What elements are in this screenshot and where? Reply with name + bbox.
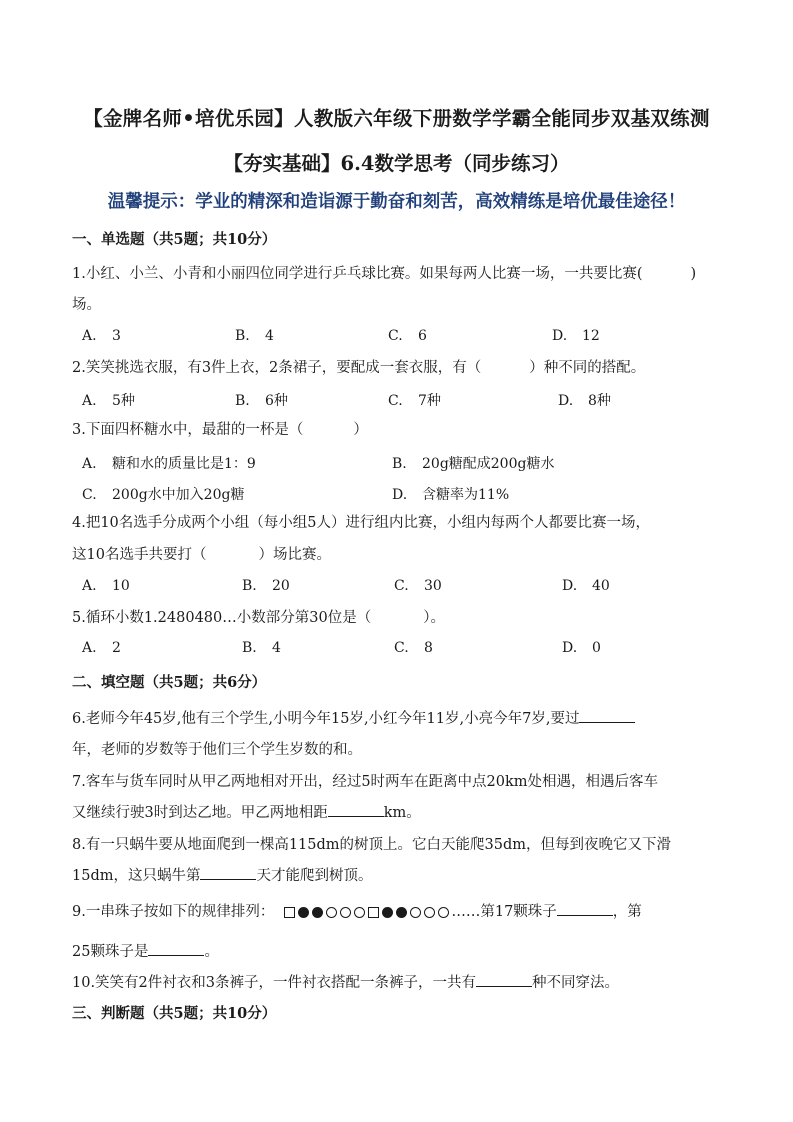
question-text: 又继续行驶3时到达乙地。甲乙两地相距	[72, 805, 328, 821]
option-letter: B.	[242, 640, 257, 656]
option-letter: A.	[82, 328, 97, 344]
answer-blank[interactable]	[148, 941, 204, 956]
option-letter: C.	[388, 393, 403, 409]
answer-blank[interactable]	[476, 972, 532, 987]
question-3	[72, 415, 724, 445]
option-letter: C.	[394, 578, 409, 594]
options-q4	[82, 578, 722, 602]
option-text: 2	[112, 640, 121, 656]
question-6	[72, 704, 724, 734]
question-1	[72, 259, 724, 289]
question-text: 3.下面四杯糖水中，最甜的一杯是（	[72, 422, 304, 438]
option-letter: C.	[388, 328, 403, 344]
option-letter: A.	[82, 578, 97, 594]
question-text: km。	[383, 805, 421, 821]
question-text: 9.一串珠子按如下的规律排列：	[72, 904, 275, 920]
option-letter: B.	[235, 328, 250, 344]
question-text: 5.循环小数1.2480480…小数部分第30位是（	[72, 610, 372, 626]
option-text: 20	[272, 578, 290, 594]
option-c[interactable]	[394, 578, 442, 594]
tip-banner: 温馨提示：学业的精深和造诣源于勤奋和刻苦，高效精练是培优最佳途径！	[107, 192, 686, 212]
question-text: ）	[353, 422, 368, 438]
question-1-continued: 场。	[72, 297, 101, 313]
option-letter: B.	[242, 578, 257, 594]
option-letter: B.	[392, 456, 407, 472]
options-q5	[82, 640, 722, 664]
answer-blank[interactable]	[557, 901, 613, 916]
option-letter: B.	[235, 393, 250, 409]
section-heading-single-choice: 一、单选题（共5题；共10分）	[72, 231, 277, 248]
option-text: 200g水中加入20g糖	[112, 487, 245, 503]
option-c[interactable]	[388, 390, 441, 410]
black-bead	[396, 907, 407, 918]
question-6-continued: 年，老师的岁数等于他们三个学生岁数的和。	[72, 742, 362, 758]
option-text: 12	[582, 328, 600, 344]
option-d[interactable]	[392, 484, 509, 504]
black-bead	[298, 907, 309, 918]
square-bead	[368, 907, 379, 918]
option-c[interactable]	[388, 328, 427, 344]
option-letter: A.	[82, 640, 97, 656]
option-letter: D.	[392, 487, 408, 503]
question-8-continued	[72, 861, 724, 891]
question-10	[72, 968, 724, 998]
option-text: 30	[424, 578, 442, 594]
white-bead	[326, 907, 337, 918]
question-text: 这10名选手共要打（	[72, 547, 207, 563]
option-b[interactable]	[235, 390, 288, 410]
option-letter: C.	[394, 640, 409, 656]
option-d[interactable]	[562, 640, 601, 656]
question-9	[72, 897, 724, 927]
question-4: 4.把10名选手分成两个小组（每小组5人）进行组内比赛，小组内每两个人都要比赛一场，	[72, 515, 651, 531]
white-bead	[354, 907, 365, 918]
question-text: 15dm，这只蜗牛第	[72, 868, 201, 884]
option-letter: C.	[82, 487, 97, 503]
option-a[interactable]	[82, 328, 121, 344]
answer-blank[interactable]	[328, 802, 384, 817]
question-text: 25颗珠子是	[72, 944, 149, 960]
section-heading-true-false: 三、判断题（共5题；共10分）	[72, 1005, 277, 1022]
option-text: 6种	[265, 393, 288, 409]
option-letter: D.	[552, 328, 568, 344]
question-text: )	[690, 266, 697, 282]
question-text: ，第	[612, 904, 642, 920]
option-letter: D.	[562, 578, 578, 594]
option-b[interactable]	[392, 453, 554, 473]
question-9-continued	[72, 937, 724, 967]
question-text: 种不同穿法。	[532, 975, 620, 991]
option-c[interactable]	[394, 640, 433, 656]
option-b[interactable]	[242, 578, 290, 594]
question-5	[72, 603, 724, 633]
option-b[interactable]	[242, 640, 281, 656]
question-text: ）。	[423, 610, 445, 626]
question-7-continued	[72, 798, 724, 828]
question-text: 6.老师今年45岁,他有三个学生,小明今年15岁,小红今年11岁,小亮今年7岁,要过	[72, 711, 580, 727]
option-text: 糖和水的质量比是1：9	[112, 456, 256, 472]
black-bead	[312, 907, 323, 918]
option-b[interactable]	[235, 328, 274, 344]
option-text: 4	[272, 640, 281, 656]
question-7: 7.客车与货车同时从甲乙两地相对开出，经过5时两车在距离中点20km处相遇，相遇后客车	[72, 774, 659, 790]
question-8: 8.有一只蜗牛要从地面爬到一棵高115dm的树顶上。它白天能爬35dm，但每到夜晚它又下滑	[72, 837, 672, 853]
option-text: 8种	[588, 393, 611, 409]
option-a[interactable]	[82, 578, 130, 594]
question-text: 10.笑笑有2件衬衣和3条裤子，一件衬衣搭配一条裤子，一共有	[72, 975, 477, 991]
option-d[interactable]	[562, 578, 610, 594]
option-text: 5种	[112, 393, 135, 409]
options-q1	[82, 328, 722, 352]
option-text: 20g糖配成200g糖水	[422, 456, 555, 472]
answer-blank[interactable]	[200, 865, 256, 880]
options-q2	[82, 390, 722, 414]
option-text: 0	[592, 640, 601, 656]
option-a[interactable]	[82, 453, 256, 473]
option-text: 6	[418, 328, 427, 344]
option-text: 3	[112, 328, 121, 344]
white-bead	[438, 907, 449, 918]
option-text: 7种	[418, 393, 441, 409]
option-text: 10	[112, 578, 130, 594]
option-c[interactable]	[82, 484, 244, 504]
options-q3-row1	[82, 453, 722, 477]
question-4-continued	[72, 540, 724, 570]
bead-pattern	[284, 907, 449, 918]
question-text: 天才能爬到树顶。	[256, 868, 373, 884]
question-text: ）场比赛。	[258, 547, 331, 563]
white-bead	[340, 907, 351, 918]
question-text: 2.笑笑挑选衣服，有3件上衣，2条裙子，要配成一套衣服，有（	[72, 360, 482, 376]
option-letter: D.	[558, 393, 574, 409]
answer-blank[interactable]	[579, 708, 635, 723]
question-text: 。	[204, 944, 219, 960]
option-letter: A.	[82, 393, 97, 409]
option-text: 4	[265, 328, 274, 344]
option-letter: D.	[562, 640, 578, 656]
black-bead	[382, 907, 393, 918]
option-a[interactable]	[82, 390, 135, 410]
page-title: 【金牌名师•培优乐园】人教版六年级下册数学学霸全能同步双基双练测	[83, 107, 710, 130]
options-q3-row2	[82, 484, 722, 508]
option-text: 含糖率为11%	[422, 487, 510, 503]
option-d[interactable]	[558, 390, 611, 410]
option-text: 40	[592, 578, 610, 594]
option-letter: A.	[82, 456, 97, 472]
option-d[interactable]	[552, 328, 600, 344]
section-heading-fill-in: 二、填空题（共5题；共6分）	[72, 674, 267, 691]
option-text: 8	[424, 640, 433, 656]
square-bead	[284, 907, 295, 918]
question-text: ……第17颗珠子	[451, 904, 557, 920]
page-subtitle: 【夯实基础】6.4数学思考（同步练习）	[223, 152, 570, 175]
question-text: 1.小红、小兰、小青和小丽四位同学进行乒乓球比赛。如果每两人比赛一场，一共要比赛(	[72, 266, 643, 282]
white-bead	[424, 907, 435, 918]
question-2	[72, 353, 724, 383]
white-bead	[410, 907, 421, 918]
question-text: ）种不同的搭配。	[529, 360, 646, 376]
option-a[interactable]	[82, 640, 121, 656]
